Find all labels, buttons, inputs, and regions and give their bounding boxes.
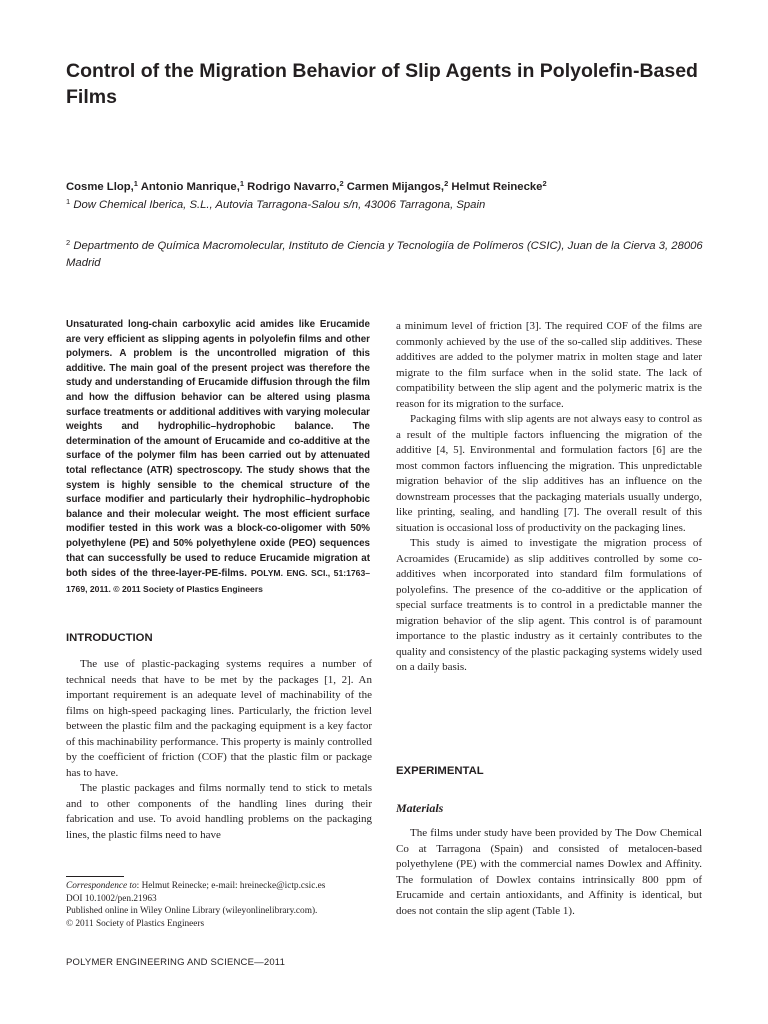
correspondence-note: Correspondence to: Helmut Reinecke; e-mail: hreinecke@ictp.csic.es xyxy=(66,881,326,891)
author: Rodrigo Navarro,$^2$ xyxy=(247,179,344,193)
paragraph: a minimum level of friction [3]. The required COF of the films are commonly achieved by the use of the so-called slip additives. These additives are added to the polymer matrix in molten stage and later migrate to the film surface when in the solid state. The lack of compatibility between the slip agent and the polymeric matrix is the reason for its migration to the surface. xyxy=(396,320,702,410)
author: Antonio Manrique,$^1$ xyxy=(140,179,245,193)
footnotes xyxy=(66,880,372,930)
affiliation-2: $^2$ Departmento de Química Macromolecular, Instituto de Ciencia y Tecnologiía de Polímeros (CSIC), Juan de la Cierva 3, 28006 Madrid xyxy=(66,238,703,269)
paragraph: The films under study have been provided by The Dow Chemical Co at Tarragona (Spain) and consisted of metalocen-based polyethylene (PE) with the commercial names Dowlex and Affinity. The formulation of Dowlex contains intrinsically 800 ppm of Erucamide and certain antioxidants, and Affinity is identical, but does not contain the slip agent (Table 1). xyxy=(396,827,702,917)
section-heading-experimental: EXPERIMENTAL xyxy=(396,765,484,777)
abstract-citation: POLYM. ENG. SCI., 51:1763–1769, 2011. © 2011 Society of Plastics Engineers xyxy=(66,568,370,594)
author: Helmut Reinecke$^2$ xyxy=(451,179,547,193)
paper-title: Control of the Migration Behavior of Slip Agents in Polyolefin-Based Films xyxy=(66,60,698,108)
paragraph: Packaging films with slip agents are not always easy to control as a result of the multiple factors influencing the migration of the additive [4, 5]. Environmental and formulation factors [6] are the most common factors influencing the migration. This unpredictable migration behavior of the slip additives has an influence on the downstream processes that the packaging materials usually undergo, like printing, sealing, and handling [7]. The overall result of this situation is occasional loss of productivity on the packaging lines. xyxy=(396,413,702,534)
introduction-body-continued xyxy=(396,319,702,676)
author: Carmen Mijangos,$^2$ xyxy=(346,179,449,193)
publication-note: Published online in Wiley Online Library (wileyonlinelibrary.com). xyxy=(66,906,318,917)
doi: DOI 10.1002/pen.21963 xyxy=(66,893,157,904)
author: Cosme Llop,$^1$ xyxy=(66,179,138,193)
paragraph: This study is aimed to investigate the migration process of Acroamides (Erucamide) as slip additives controlled by some co-additives when incorporated into standard film formulations of polyolefins. The presence of the co-additive or the application of special surface treatments is to control in a predictable manner the migration behavior of the slip agent. This control is of paramount importance to the plastic industry as it certainly contributes to the quality and consistency of the plastic packaging systems widely used on a daily basis. xyxy=(396,537,702,673)
paragraph: The use of plastic-packaging systems requires a number of technical needs that have to be met by the packages [1, 2]. An important requirement is an adequate level of machinability of the films on high-speed packaging lines. Particularly, the friction level between the plastic film and the packaging equipment is a key factor of this machinability performance. This property is mainly controlled by the coefficient of friction (COF) that the plastic film or package has to have. xyxy=(66,658,372,779)
introduction-body xyxy=(66,657,372,843)
copyright-note: © 2011 Society of Plastics Engineers xyxy=(66,918,205,929)
section-heading-introduction: INTRODUCTION xyxy=(66,632,153,644)
paragraph: The plastic packages and films normally tend to stick to metals and to other components of the handling lines during their fabrication and use. To avoid handling problems on the packaging lines, the plastic films need to have xyxy=(66,782,372,841)
affiliation-1: $^1$ Dow Chemical Iberica, S.L., Autovia Tarragona-Salou s/n, 43006 Tarragona, Spain xyxy=(66,197,486,211)
footnote-divider xyxy=(66,876,124,877)
materials-body xyxy=(396,826,702,919)
abstract: Unsaturated long-chain carboxylic acid amides like Erucamide are very efficient as slipping agents in polyolefin films and other polymers. A problem is the uncontrolled migration of this additive. The main goal of the present project was therefore the study and understanding of Erucamide diffusion through the film and how the diffusion behavior can be altered using plasma surface treatments or additional additives with varying molecular weights and hydrophilic–hydrophobic balance. The determination of the amount of Erucamide and co-additive at the surface of the polymer film has been carried out by attenuated total reflectance (ATR) spectroscopy. The study shows that the system is highly sensible to the chemical structure of the surface modifier and particularly their hydrophilic–hydrophobic balance and their molecular weight. The most efficient surface modifier tested in this work was a block-co-oligomer with 50% polyethylene (PE) and 50% polyethylene oxide (PEO) sequences that can successfully be used to reduce Erucamide migration at both sides of the three-layer-PE-films. POLYM. ENG. SCI., 51:1763–1769, 2011. © 2011 Society of Plastics Engineers xyxy=(66,319,370,594)
journal-footer: POLYMER ENGINEERING AND SCIENCE—2011 xyxy=(66,957,286,968)
author-list xyxy=(66,180,706,195)
subsection-heading-materials: Materials xyxy=(396,801,444,815)
